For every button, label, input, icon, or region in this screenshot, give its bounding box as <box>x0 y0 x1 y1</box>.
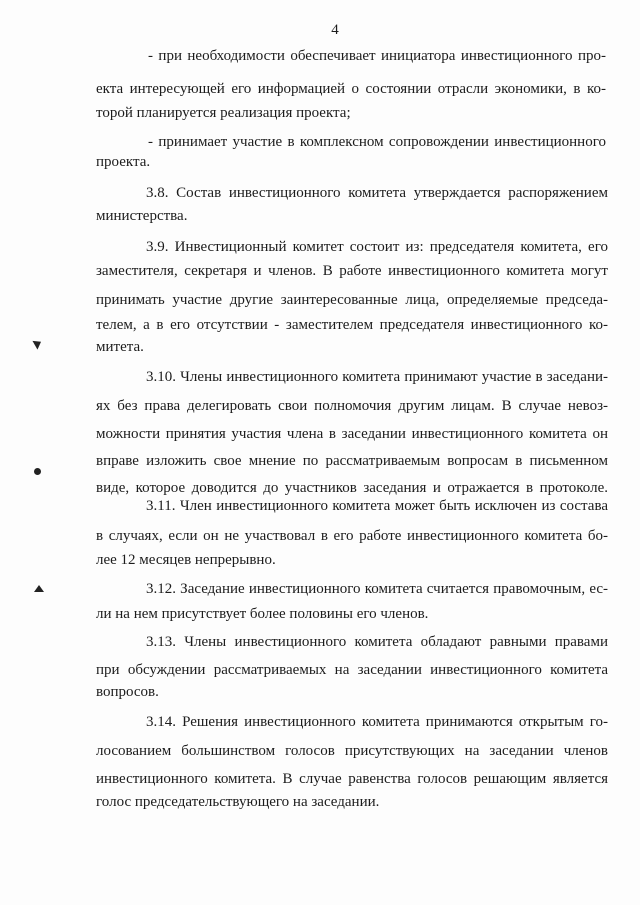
text-line: 3.8. Состав инвестиционного комитета утверждается распоряжением <box>146 185 608 201</box>
text-line: при обсуждении рассматриваемых на заседании инвестиционного комитета <box>96 662 608 678</box>
text-line: 3.9. Инвестиционный комитет состоит из: председателя комитета, его <box>146 239 608 255</box>
text-line: можности принятия участия члена в заседании инвестиционного комитета он <box>96 426 608 442</box>
text-line: 3.12. Заседание инвестиционного комитета считается правомочным, ес- <box>146 581 608 597</box>
text-line: инвестиционного комитета. В случае равенства голосов решающим является <box>96 771 608 787</box>
text-line: 3.13. Члены инвестиционного комитета обладают равными правами <box>146 634 608 650</box>
text-line: виде, которое доводится до участников заседания и отражается в протоколе. <box>96 480 608 496</box>
text-line: голос председательствующего на заседании. <box>96 794 380 810</box>
text-line: проекта. <box>96 154 151 170</box>
text-line: лосованием большинством голосов присутствующих на заседании членов <box>96 743 608 759</box>
text-line: принимать участие другие заинтересованные лица, определяемые председа- <box>96 292 608 308</box>
text-line: лее 12 месяцев непрерывно. <box>96 552 276 568</box>
text-line: торой планируется реализация проекта; <box>96 105 351 121</box>
text-line: заместителя, секретаря и членов. В работе инвестиционного комитета могут <box>96 263 608 279</box>
text-line: 3.10. Члены инвестиционного комитета принимают участие в заседани- <box>146 369 608 385</box>
text-line: ях без права делегировать свои полномочия другим лицам. В случае невоз- <box>96 398 608 414</box>
text-line: ли на нем присутствует более половины его членов. <box>96 606 429 622</box>
text-line: вправе изложить свое мнение по рассматриваемым вопросам в письменном <box>96 453 608 469</box>
text-line: в случаях, если он не участвовал в его работе инвестиционного комитета бо- <box>96 528 608 544</box>
text-line: - при необходимости обеспечивает инициатора инвестиционного про- <box>148 48 606 64</box>
text-line: вопросов. <box>96 684 159 700</box>
text-line: 3.14. Решения инвестиционного комитета принимаются открытым го- <box>146 714 608 730</box>
text-line: екта интересующей его информацией о состоянии отрасли экономики, в ко- <box>96 81 606 97</box>
text-line: - принимает участие в комплексном сопровождении инвестиционного <box>148 134 606 150</box>
page-number: 4 <box>331 22 339 38</box>
margin-mark-icon <box>32 337 43 349</box>
text-line: министерства. <box>96 208 188 224</box>
text-line: телем, а в его отсутствии - заместителем председателя инвестиционного ко- <box>96 317 608 333</box>
margin-mark-icon <box>34 585 44 592</box>
text-line: митета. <box>96 339 144 355</box>
text-line: 3.11. Член инвестиционного комитета может быть исключен из состава <box>146 498 608 514</box>
margin-mark-icon <box>34 468 41 475</box>
